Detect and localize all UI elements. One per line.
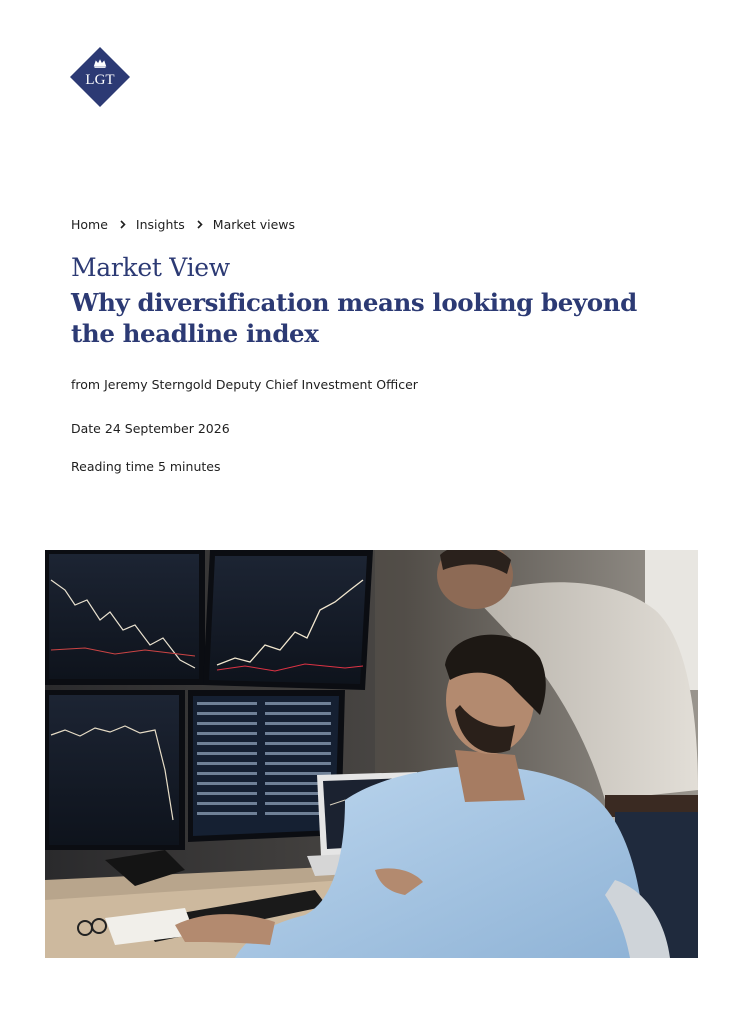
chevron-right-icon — [197, 220, 203, 229]
article-author — [71, 377, 418, 392]
article-title: Why diversification means looking beyond the headline index — [71, 288, 637, 348]
chevron-right-icon — [120, 220, 126, 229]
crown-icon — [95, 61, 106, 68]
reading-label: Reading time — [71, 459, 154, 474]
breadcrumb-market-views[interactable]: Market views — [212, 217, 296, 232]
breadcrumb-insights[interactable]: Insights — [135, 217, 185, 232]
date-label: Date — [71, 421, 101, 436]
lgt-logo[interactable] — [70, 47, 130, 107]
logo-text: LGT — [85, 72, 115, 88]
monitor-top-left — [45, 550, 205, 685]
hero-image — [45, 550, 698, 958]
breadcrumb — [71, 217, 295, 232]
article-kicker: Market View — [71, 253, 230, 282]
article-reading-time — [71, 459, 220, 474]
reading-value: 5 minutes — [157, 459, 221, 474]
monitor-top-center — [203, 550, 373, 690]
monitor-bottom-left — [45, 690, 185, 850]
article-date — [71, 421, 230, 436]
breadcrumb-home[interactable]: Home — [71, 217, 108, 232]
author-label: from — [71, 377, 101, 392]
author-name: Jeremy Sterngold Deputy Chief Investment Officer — [104, 377, 418, 392]
date-value: 24 September 2026 — [104, 421, 230, 436]
